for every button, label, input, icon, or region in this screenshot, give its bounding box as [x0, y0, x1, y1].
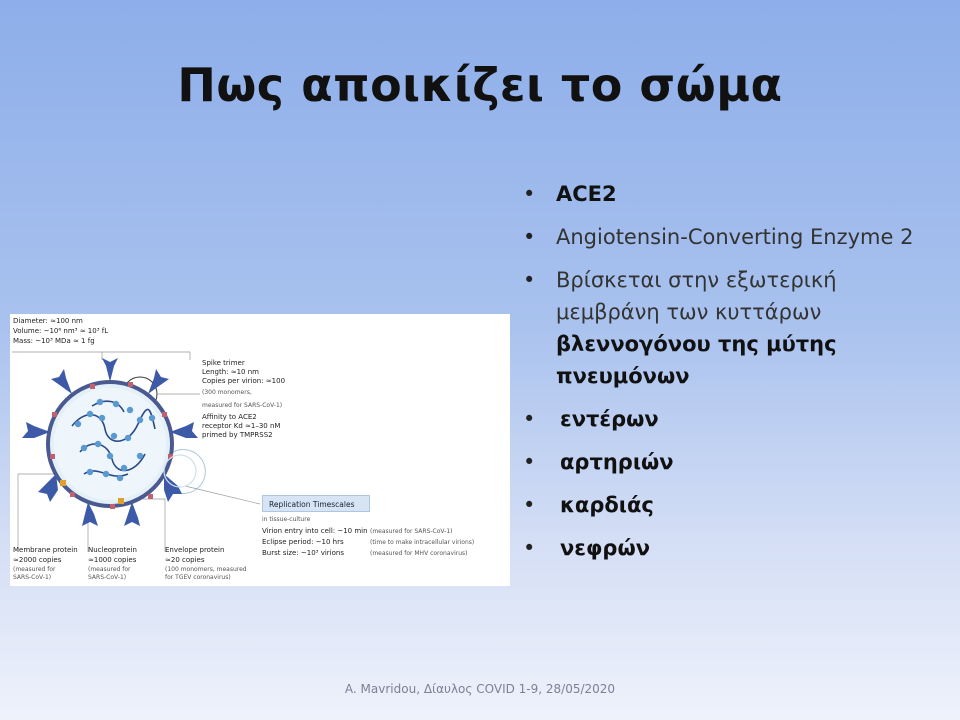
nucleo-note: (measured for SARS-CoV-1) — [88, 566, 131, 581]
bullet-ace2-text: ACE2 — [556, 182, 617, 206]
membrane-copies: ≈2000 copies — [13, 556, 62, 564]
bullet-organ-text: καρδιάς — [560, 493, 654, 517]
replication-eclipse: Eclipse period: ~10 hrs — [262, 538, 344, 546]
fig-mass: Mass: ~10³ MDa ≈ 1 fg — [13, 337, 95, 345]
replication-entry: Virion entry into cell: ~10 min — [262, 527, 368, 535]
bullet-organ — [520, 446, 940, 478]
bullet-location-bold: βλεννογόνου της μύτης πνευμόνων — [556, 332, 837, 388]
bullet-organ — [520, 403, 940, 435]
spike-note1: (300 monomers, — [202, 389, 252, 396]
bullet-organ-text: εντέρων — [560, 407, 659, 431]
envelope-title: Envelope protein — [165, 546, 225, 554]
envelope-copies: ≈20 copies — [165, 556, 205, 564]
replication-context: in tissue-culture — [262, 516, 311, 523]
replication-title: Replication Timescales — [262, 495, 370, 512]
spike-length: Length: ≈10 nm — [202, 368, 259, 376]
envelope-note: (100 monomers, measured for TGEV coronavirus) — [165, 566, 247, 581]
slide-footer: A. Mavridou, Δίαυλος COVID 1-9, 28/05/2020 — [344, 682, 616, 696]
spike-receptor: receptor Kd ≈1–30 nM — [202, 422, 281, 430]
bullet-ace2 — [520, 178, 940, 210]
bullet-organ — [520, 532, 940, 564]
spike-copies: Copies per virion: ≈100 — [202, 377, 286, 385]
bullet-organ-text: νεφρών — [560, 536, 651, 560]
spike-affinity: Affinity to ACE2 — [202, 413, 257, 421]
fig-diameter: Diameter: ≈100 nm — [13, 317, 83, 325]
replication-burst: Burst size: ~10³ virions — [262, 549, 344, 557]
spike-title: Spike trimer — [202, 359, 245, 367]
bullet-full-name-text: Angiotensin-Converting Enzyme 2 — [556, 225, 914, 249]
bullet-location-text: Βρίσκεται στην εξωτερική μεμβράνη των κυττάρων — [556, 268, 837, 324]
spike-primed: primed by TMPRSS2 — [202, 431, 273, 439]
nucleo-title: Nucleoprotein — [88, 546, 137, 554]
bullet-full-name — [520, 221, 940, 253]
replication-entry-note: (measured for SARS-CoV-1) — [370, 528, 453, 535]
membrane-title: Membrane protein — [13, 546, 78, 554]
bullet-organ — [520, 489, 940, 521]
bullet-location — [520, 264, 940, 392]
virus-figure — [10, 314, 510, 586]
replication-burst-note: (measured for MHV coronavirus) — [370, 550, 468, 557]
bullet-organ-text: αρτηριών — [560, 450, 674, 474]
slide-title: Πως αποικίζει το σώμα — [177, 58, 783, 112]
replication-eclipse-note: (time to make intracellular virions) — [370, 539, 475, 546]
membrane-note: (measured for SARS-CoV-1) — [13, 566, 56, 581]
bullet-list — [520, 178, 940, 575]
nucleo-copies: ≈1000 copies — [88, 556, 137, 564]
spike-note2: measured for SARS-CoV-1) — [202, 402, 283, 409]
fig-volume: Volume: ~10⁶ nm³ ≈ 10³ fL — [13, 327, 109, 335]
